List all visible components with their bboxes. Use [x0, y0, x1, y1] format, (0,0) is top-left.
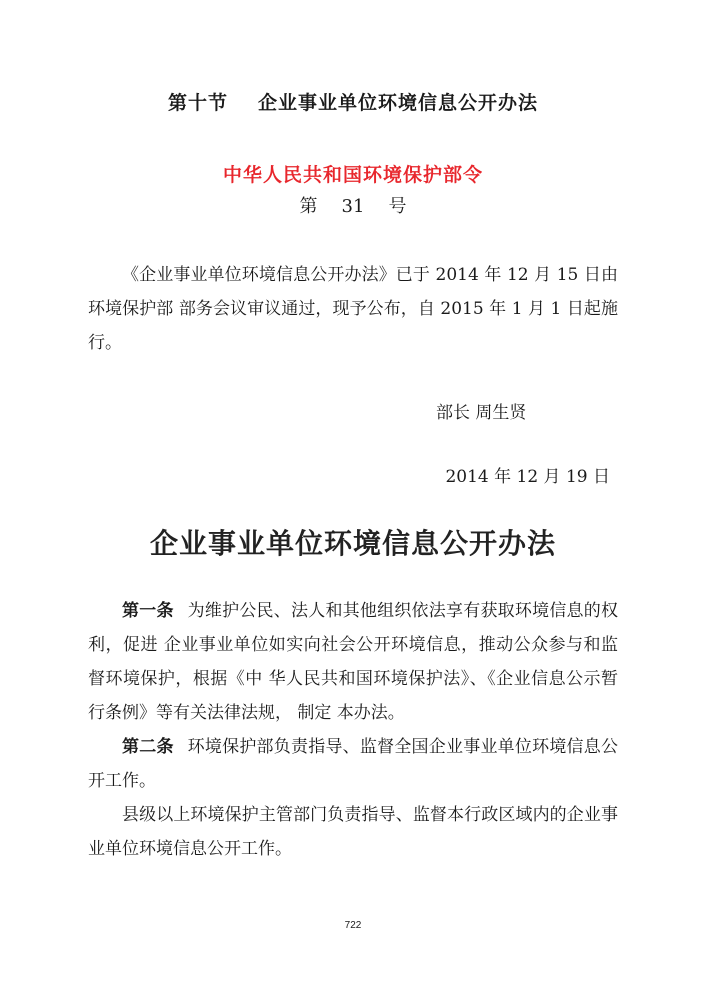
document-title: 企业事业单位环境信息公开办法	[149, 527, 556, 560]
signature: 部长 周生贤	[436, 403, 527, 423]
decree-prefix: 第	[299, 196, 318, 217]
decree-number	[0, 192, 706, 218]
section-heading	[0, 88, 706, 115]
issue-date: 2014 年 12 月 19 日	[445, 467, 610, 487]
preamble-paragraph: 《企业事业单位环境信息公开办法》已于 2014 年 12 月 15 日由环境保护部 部务会议审议通过，现予公布，自 2015 年 1 月 1 日起施行。	[88, 265, 618, 353]
article-2-label: 第二条	[122, 737, 174, 757]
decree-number-value: 31	[341, 196, 365, 217]
article-2	[88, 730, 618, 798]
article-1-text: 为维护公民、法人和其他组织依法享有获取环境信息的权利，促进 企业事业单位如实向社会公开环境信息，推动公众参与和监督环境保护，根据《中 华人民共和国环境保护法》、《企业信息公示暂行条例》等有关法律法规， 制定 本办法。	[88, 601, 619, 723]
section-title: 企业事业单位环境信息公开办法	[258, 92, 539, 114]
article-1-label: 第一条	[122, 601, 174, 621]
article-1	[88, 594, 618, 730]
page-number: 722	[344, 920, 362, 931]
decree-issuer: 中华人民共和国环境保护部令	[222, 164, 483, 186]
section-number: 第十节	[167, 92, 228, 114]
article-2-continuation: 县级以上环境保护主管部门负责指导、监督本行政区域内的企业事业单位环境信息公开工作。	[88, 805, 618, 859]
decree-suffix: 号	[388, 196, 407, 217]
article-2-text: 环境保护部负责指导、监督全国企业事业单位环境信息公开工作。	[88, 737, 619, 791]
